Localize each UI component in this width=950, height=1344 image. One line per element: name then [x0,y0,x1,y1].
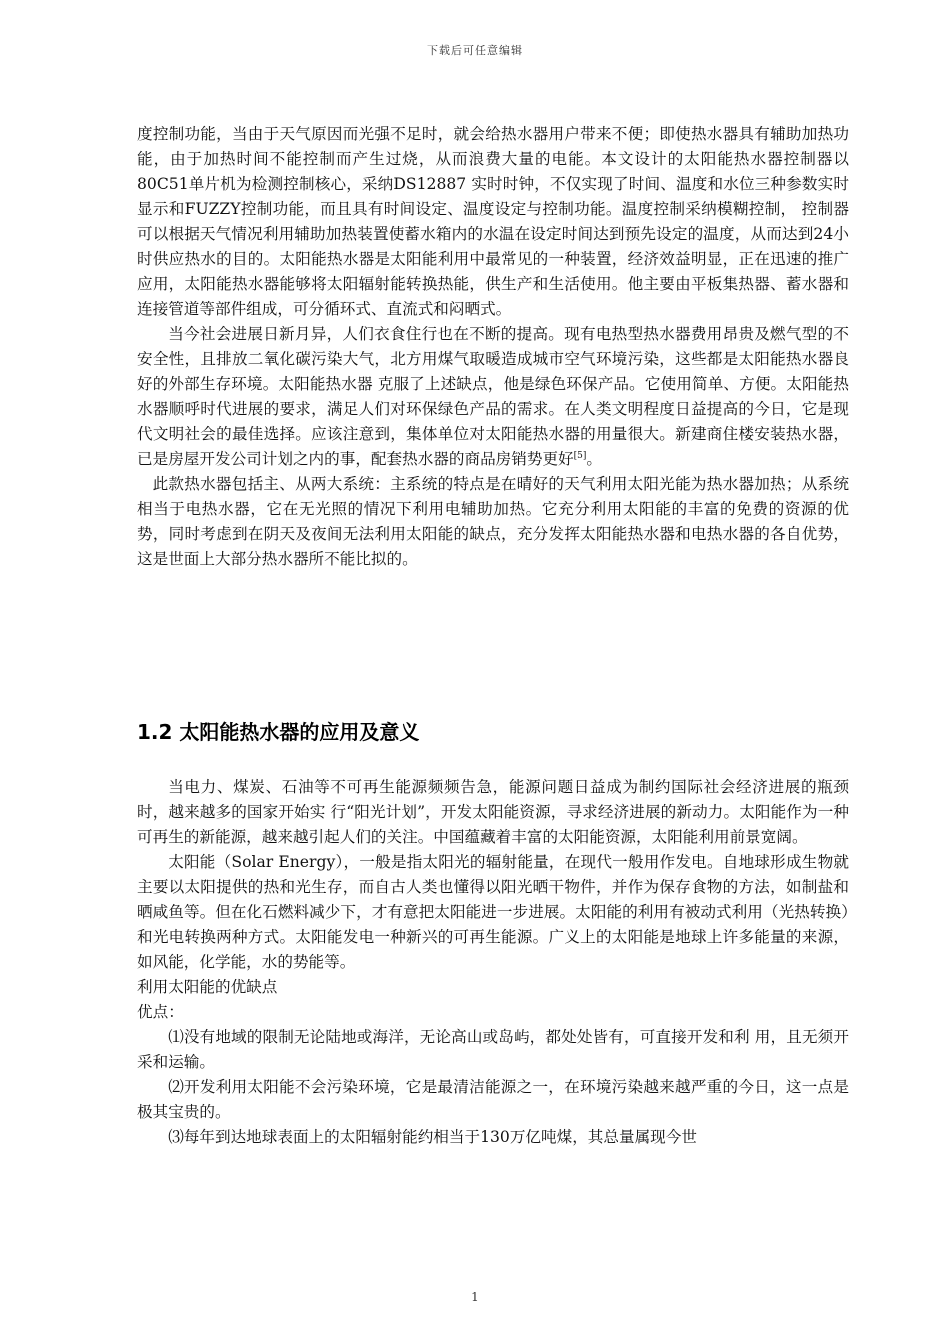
section-heading: 1.2 太阳能热水器的应用及意义 [137,720,420,744]
intro-text-block [137,122,849,572]
section-text-block [137,775,849,1150]
list-item: ⑵开发利用太阳能不会污染环境，它是最清洁能源之一，在环境污染越来越严重的今日，这一点是极其宝贵的。 [137,1078,849,1121]
page-number: 1 [471,1290,479,1304]
paragraph-text: 当今社会进展日新月异，人们衣食住行也在不断的提高。现有电热型热水器费用昂贵及燃气型的不安全性，且排放二氧化碳污染大气，北方用煤气取暖造成城市空气环境污染，这些都是太阳能热水器良好的外部生存环境。太阳能热水器 克服了上述缺点，他是绿色环保产品。它使用简单、方便。太阳能热水器顺呼时代进展的要求，满足人们对环保绿色产品的需求。在人类文明程度日益提高的今日，它是现代文明社会的最佳选择。应该注意到，集体单位对太阳能热水器的用量很大。新建商住楼安装热水器，已是房屋开发公司计划之内的事，配套热水器的商品房销势更好 [137,325,849,468]
paragraph: 此款热水器包括主、从两大系统：主系统的特点是在晴好的天气利用太阳光能为热水器加热；从系统相当于电热水器，它在无光照的情况下利用电辅助加热。它充分利用太阳能的丰富的免费的资源的优势，同时考虑到在阴天及夜间无法利用太阳能的缺点，充分发挥太阳能热水器和电热水器的各自优势，这是世面上大部分热水器所不能比拟的。 [137,475,849,568]
list-item: ⑶每年到达地球表面上的太阳辐射能约相当于130万亿吨煤，其总量属现今世 [168,1128,697,1146]
paragraph-end: 。 [586,450,602,468]
list-item: ⑴没有地域的限制无论陆地或海洋，无论高山或岛屿，都处处皆有，可直接开发和利 用，且无须开采和运输。 [137,1028,849,1071]
paragraph: 优点： [137,1003,184,1021]
page-header: 下载后可任意编辑 [427,44,523,57]
paragraph: 当电力、煤炭、石油等不可再生能源频频告急，能源问题日益成为制约国际社会经济进展的瓶颈时，越来越多的国家开始实 行“阳光计划”，开发太阳能资源，寻求经济进展的新动力。太阳能作为一种可再生的新能源，越来越引起人们的关注。中国蕴藏着丰富的太阳能资源，太阳能利用前景宽阔。 [137,778,849,846]
paragraph: 太阳能（Solar Energy），一般是指太阳光的辐射能量，在现代一般用作发电。自地球形成生物就主要以太阳提供的热和光生存，而自古人类也懂得以阳光晒干物件，并作为保存食物的方法，如制盐和晒咸鱼等。但在化石燃料减少下，才有意把太阳能进一步进展。太阳能的利用有被动式利用（光热转换）和光电转换两种方式。太阳能发电一种新兴的可再生能源。广义上的太阳能是地球上许多能量的来源，如风能，化学能，水的势能等。 [137,853,849,971]
paragraph [137,322,849,472]
citation-reference: [5] [573,450,587,461]
paragraph: 利用太阳能的优缺点 [137,978,278,996]
paragraph: 度控制功能，当由于天气原因而光强不足时，就会给热水器用户带来不便；即使热水器具有辅助加热功能，由于加热时间不能控制而产生过烧，从而浪费大量的电能。本文设计的太阳能热水器控制器以80C51单片机为检测控制核心，采纳DS12887 实时时钟，不仅实现了时间、温度和水位三种参数实时显示和FUZZY控制功能，而且具有时间设定、温度设定与控制功能。温度控制采纳模糊控制， 控制器可以根据天气情况利用辅助加热装置使蓄水箱内的水温在设定时间达到预先设定的温度，从而达到24小时供应热水的目的。太阳能热水器是太阳能利用中最常见的一种装置，经济效益明显，正在迅速的推广应用，太阳能热水器能够将太阳辐射能转换热能，供生产和生活使用。他主要由平板集热器、蓄水器和连接管道等部件组成，可分循环式、直流式和闷晒式。 [137,125,849,318]
